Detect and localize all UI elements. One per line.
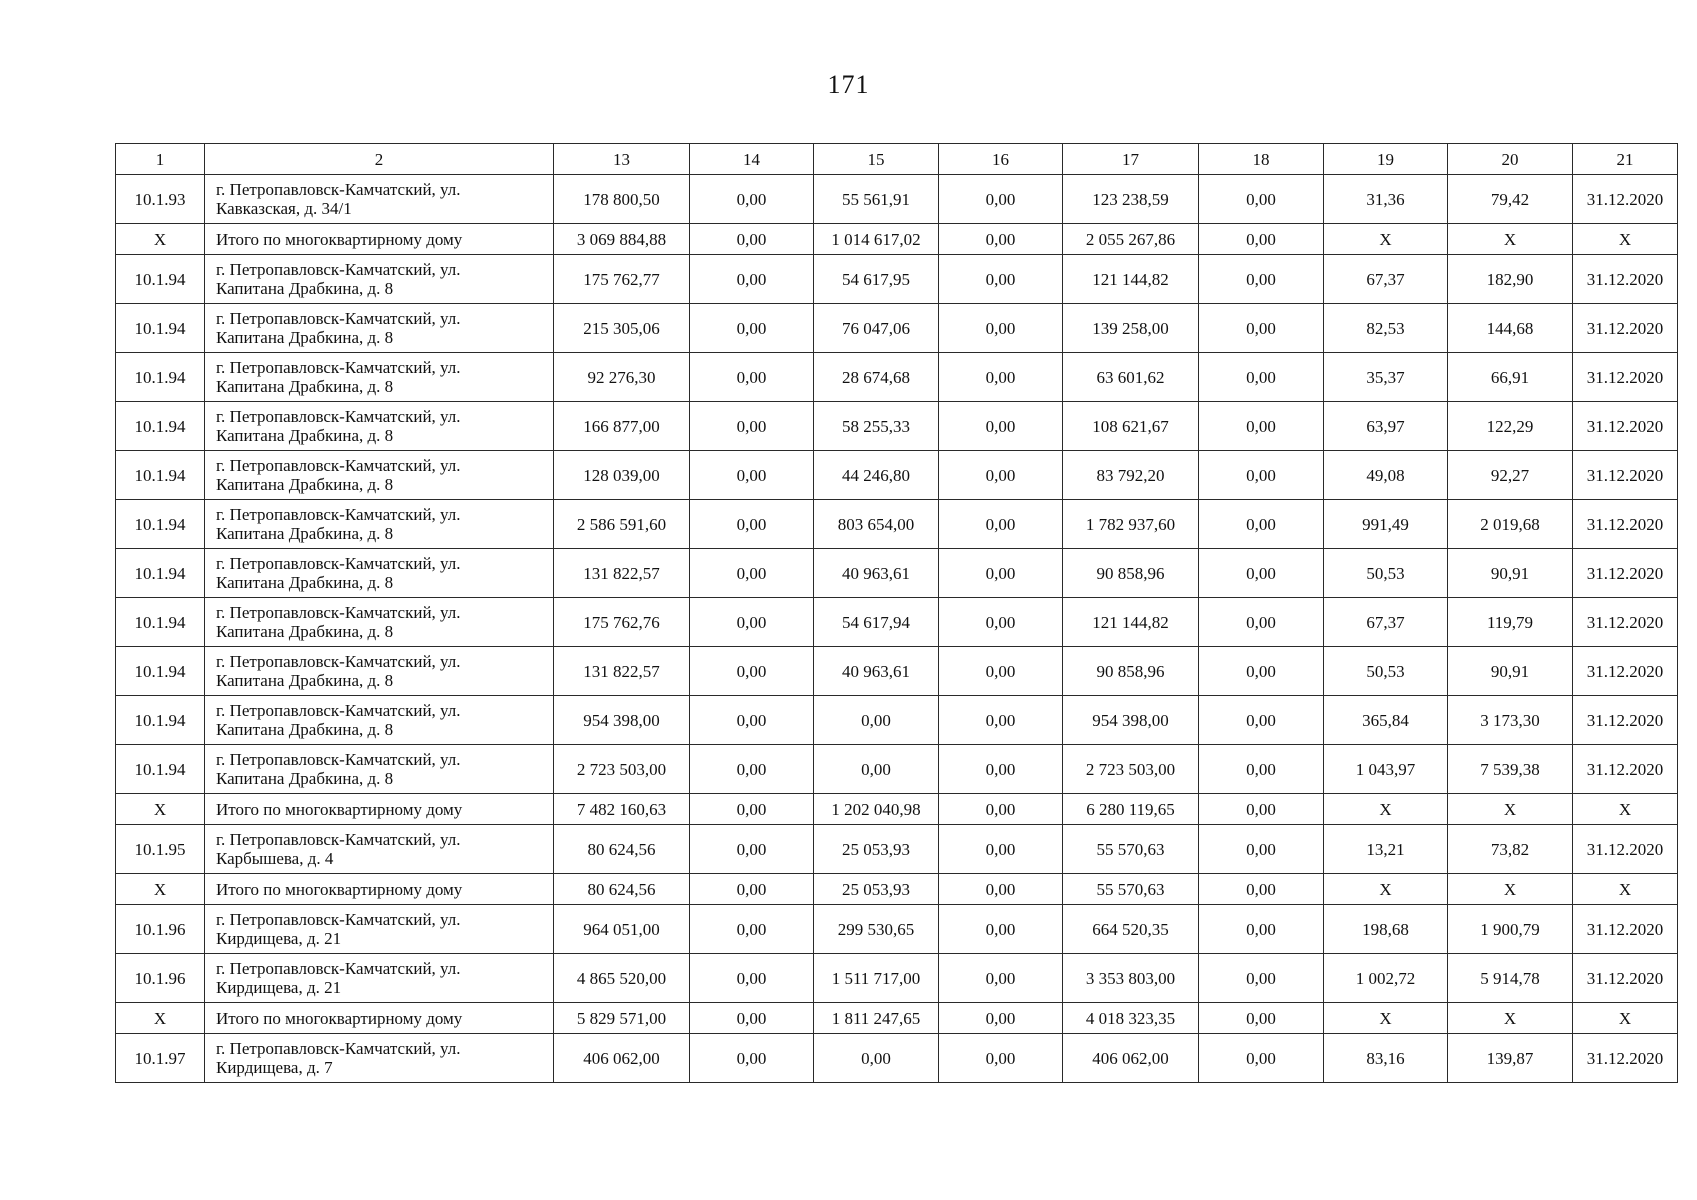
cell-col-18: 0,00: [1199, 402, 1324, 451]
cell-col-18: 0,00: [1199, 647, 1324, 696]
column-header-14: 14: [690, 144, 814, 175]
cell-col-19: 35,37: [1324, 353, 1448, 402]
address-line: г. Петропавловск-Камчатский, ул.: [216, 358, 461, 377]
cell-col-13: 964 051,00: [554, 905, 690, 954]
column-header-20: 20: [1448, 144, 1573, 175]
cell-col-1: 10.1.94: [116, 745, 205, 794]
cell-col-14: 0,00: [690, 549, 814, 598]
cell-col-21: X: [1573, 874, 1678, 905]
cell-col-1: 10.1.94: [116, 696, 205, 745]
cell-col-1: 10.1.94: [116, 500, 205, 549]
table-row: [116, 255, 1678, 304]
address-line: Итого по многоквартирному дому: [216, 229, 463, 249]
cell-col-14: 0,00: [690, 500, 814, 549]
cell-col-1: 10.1.94: [116, 549, 205, 598]
cell-col-21: 31.12.2020: [1573, 598, 1678, 647]
cell-col-1: 10.1.94: [116, 598, 205, 647]
cell-col-1: X: [116, 224, 205, 255]
cell-col-13: 166 877,00: [554, 402, 690, 451]
address-cell: [205, 451, 554, 500]
cell-col-14: 0,00: [690, 647, 814, 696]
address-line: Кирдищева, д. 21: [216, 978, 342, 997]
cell-col-16: 0,00: [939, 794, 1063, 825]
address-cell: [205, 745, 554, 794]
cell-col-15: 76 047,06: [814, 304, 939, 353]
cell-col-14: 0,00: [690, 954, 814, 1003]
cell-col-17: 63 601,62: [1063, 353, 1199, 402]
address-line: Капитана Драбкина, д. 8: [216, 622, 394, 641]
address-line: Капитана Драбкина, д. 8: [216, 377, 394, 396]
column-header-2: 2: [205, 144, 554, 175]
address-cell: [205, 353, 554, 402]
cell-col-13: 80 624,56: [554, 825, 690, 874]
address-line: Кирдищева, д. 7: [216, 1058, 333, 1077]
cell-col-13: 954 398,00: [554, 696, 690, 745]
address-cell: [205, 696, 554, 745]
cell-col-15: 40 963,61: [814, 549, 939, 598]
cell-col-13: 92 276,30: [554, 353, 690, 402]
cell-col-16: 0,00: [939, 175, 1063, 224]
cell-col-19: 49,08: [1324, 451, 1448, 500]
total-label-cell: [205, 224, 554, 255]
cell-col-20: 2 019,68: [1448, 500, 1573, 549]
cell-col-15: 299 530,65: [814, 905, 939, 954]
cell-col-16: 0,00: [939, 598, 1063, 647]
table-row: [116, 402, 1678, 451]
page-number: 171: [827, 70, 870, 99]
cell-col-1: 10.1.94: [116, 451, 205, 500]
cell-col-16: 0,00: [939, 500, 1063, 549]
cell-col-21: 31.12.2020: [1573, 954, 1678, 1003]
cell-col-18: 0,00: [1199, 598, 1324, 647]
cell-col-15: 0,00: [814, 696, 939, 745]
table-row: [116, 175, 1678, 224]
column-header-19: 19: [1324, 144, 1448, 175]
cell-col-21: 31.12.2020: [1573, 825, 1678, 874]
cell-col-14: 0,00: [690, 745, 814, 794]
cell-col-17: 90 858,96: [1063, 549, 1199, 598]
table-row: [116, 304, 1678, 353]
cell-col-19: X: [1324, 874, 1448, 905]
cell-col-13: 4 865 520,00: [554, 954, 690, 1003]
column-header-17: 17: [1063, 144, 1199, 175]
cell-col-17: 139 258,00: [1063, 304, 1199, 353]
cell-col-18: 0,00: [1199, 1003, 1324, 1034]
cell-col-19: 83,16: [1324, 1034, 1448, 1083]
cell-col-18: 0,00: [1199, 794, 1324, 825]
address-line: Капитана Драбкина, д. 8: [216, 671, 394, 690]
cell-col-16: 0,00: [939, 1034, 1063, 1083]
cell-col-19: 63,97: [1324, 402, 1448, 451]
cell-col-19: 365,84: [1324, 696, 1448, 745]
cell-col-21: 31.12.2020: [1573, 255, 1678, 304]
address-line: г. Петропавловск-Камчатский, ул.: [216, 505, 461, 524]
cell-col-18: 0,00: [1199, 1034, 1324, 1083]
cell-col-20: 119,79: [1448, 598, 1573, 647]
cell-col-15: 54 617,95: [814, 255, 939, 304]
cell-col-16: 0,00: [939, 905, 1063, 954]
address-cell: [205, 905, 554, 954]
cell-col-16: 0,00: [939, 874, 1063, 905]
cell-col-17: 664 520,35: [1063, 905, 1199, 954]
cell-col-19: 1 002,72: [1324, 954, 1448, 1003]
cell-col-21: 31.12.2020: [1573, 304, 1678, 353]
cell-col-20: X: [1448, 224, 1573, 255]
address-cell: [205, 598, 554, 647]
cell-col-21: X: [1573, 1003, 1678, 1034]
cell-col-17: 55 570,63: [1063, 825, 1199, 874]
total-label-cell: [205, 794, 554, 825]
cell-col-18: 0,00: [1199, 874, 1324, 905]
cell-col-17: 55 570,63: [1063, 874, 1199, 905]
data-table: [115, 143, 1678, 1083]
address-line: Капитана Драбкина, д. 8: [216, 279, 394, 298]
cell-col-13: 175 762,76: [554, 598, 690, 647]
cell-col-20: 79,42: [1448, 175, 1573, 224]
cell-col-15: 0,00: [814, 745, 939, 794]
cell-col-1: X: [116, 1003, 205, 1034]
cell-col-21: X: [1573, 794, 1678, 825]
cell-col-18: 0,00: [1199, 224, 1324, 255]
cell-col-20: 139,87: [1448, 1034, 1573, 1083]
cell-col-13: 3 069 884,88: [554, 224, 690, 255]
cell-col-14: 0,00: [690, 224, 814, 255]
total-label-cell: [205, 1003, 554, 1034]
cell-col-18: 0,00: [1199, 549, 1324, 598]
cell-col-18: 0,00: [1199, 905, 1324, 954]
cell-col-19: X: [1324, 224, 1448, 255]
cell-col-18: 0,00: [1199, 500, 1324, 549]
cell-col-21: 31.12.2020: [1573, 451, 1678, 500]
address-cell: [205, 549, 554, 598]
cell-col-1: 10.1.95: [116, 825, 205, 874]
address-line: г. Петропавловск-Камчатский, ул.: [216, 830, 461, 849]
address-line: Капитана Драбкина, д. 8: [216, 426, 394, 445]
cell-col-20: 122,29: [1448, 402, 1573, 451]
address-line: г. Петропавловск-Камчатский, ул.: [216, 910, 461, 929]
cell-col-14: 0,00: [690, 1003, 814, 1034]
cell-col-1: 10.1.96: [116, 905, 205, 954]
cell-col-15: 44 246,80: [814, 451, 939, 500]
address-line: Карбышева, д. 4: [216, 849, 334, 868]
cell-col-17: 2 055 267,86: [1063, 224, 1199, 255]
address-cell: [205, 954, 554, 1003]
cell-col-20: 7 539,38: [1448, 745, 1573, 794]
address-line: Итого по многоквартирному дому: [216, 799, 463, 819]
cell-col-20: 3 173,30: [1448, 696, 1573, 745]
cell-col-14: 0,00: [690, 402, 814, 451]
address-line: Кавказская, д. 34/1: [216, 199, 352, 218]
cell-col-20: X: [1448, 794, 1573, 825]
table-row: [116, 500, 1678, 549]
cell-col-13: 215 305,06: [554, 304, 690, 353]
cell-col-15: 0,00: [814, 1034, 939, 1083]
cell-col-17: 121 144,82: [1063, 255, 1199, 304]
address-cell: [205, 304, 554, 353]
cell-col-19: X: [1324, 794, 1448, 825]
cell-col-13: 5 829 571,00: [554, 1003, 690, 1034]
address-line: г. Петропавловск-Камчатский, ул.: [216, 407, 461, 426]
cell-col-15: 1 811 247,65: [814, 1003, 939, 1034]
cell-col-1: X: [116, 794, 205, 825]
cell-col-21: 31.12.2020: [1573, 1034, 1678, 1083]
cell-col-17: 406 062,00: [1063, 1034, 1199, 1083]
cell-col-19: X: [1324, 1003, 1448, 1034]
cell-col-13: 131 822,57: [554, 549, 690, 598]
cell-col-17: 954 398,00: [1063, 696, 1199, 745]
address-line: г. Петропавловск-Камчатский, ул.: [216, 701, 461, 720]
cell-col-16: 0,00: [939, 825, 1063, 874]
cell-col-20: X: [1448, 1003, 1573, 1034]
cell-col-18: 0,00: [1199, 304, 1324, 353]
cell-col-16: 0,00: [939, 549, 1063, 598]
cell-col-15: 54 617,94: [814, 598, 939, 647]
total-label-cell: [205, 874, 554, 905]
cell-col-1: 10.1.97: [116, 1034, 205, 1083]
address-line: г. Петропавловск-Камчатский, ул.: [216, 959, 461, 978]
table-body: [116, 175, 1678, 1083]
column-header-15: 15: [814, 144, 939, 175]
cell-col-20: 1 900,79: [1448, 905, 1573, 954]
cell-col-20: 66,91: [1448, 353, 1573, 402]
address-line: Капитана Драбкина, д. 8: [216, 328, 394, 347]
address-line: Капитана Драбкина, д. 8: [216, 475, 394, 494]
cell-col-14: 0,00: [690, 794, 814, 825]
table-row: [116, 825, 1678, 874]
cell-col-1: 10.1.94: [116, 304, 205, 353]
cell-col-18: 0,00: [1199, 175, 1324, 224]
address-cell: [205, 255, 554, 304]
table-row: [116, 549, 1678, 598]
cell-col-21: 31.12.2020: [1573, 905, 1678, 954]
cell-col-16: 0,00: [939, 696, 1063, 745]
cell-col-14: 0,00: [690, 598, 814, 647]
cell-col-21: 31.12.2020: [1573, 500, 1678, 549]
address-cell: [205, 825, 554, 874]
cell-col-1: 10.1.94: [116, 353, 205, 402]
cell-col-19: 198,68: [1324, 905, 1448, 954]
cell-col-16: 0,00: [939, 304, 1063, 353]
cell-col-21: 31.12.2020: [1573, 175, 1678, 224]
cell-col-1: 10.1.94: [116, 255, 205, 304]
cell-col-13: 406 062,00: [554, 1034, 690, 1083]
cell-col-15: 1 202 040,98: [814, 794, 939, 825]
cell-col-13: 131 822,57: [554, 647, 690, 696]
cell-col-16: 0,00: [939, 353, 1063, 402]
cell-col-16: 0,00: [939, 1003, 1063, 1034]
cell-col-20: 90,91: [1448, 647, 1573, 696]
cell-col-17: 83 792,20: [1063, 451, 1199, 500]
address-line: г. Петропавловск-Камчатский, ул.: [216, 652, 461, 671]
address-line: Капитана Драбкина, д. 8: [216, 720, 394, 739]
cell-col-14: 0,00: [690, 905, 814, 954]
address-line: г. Петропавловск-Камчатский, ул.: [216, 260, 461, 279]
cell-col-15: 55 561,91: [814, 175, 939, 224]
cell-col-19: 1 043,97: [1324, 745, 1448, 794]
address-cell: [205, 647, 554, 696]
cell-col-20: 73,82: [1448, 825, 1573, 874]
column-header-16: 16: [939, 144, 1063, 175]
cell-col-15: 803 654,00: [814, 500, 939, 549]
table-row: [116, 353, 1678, 402]
table-row-total: [116, 224, 1678, 255]
address-line: г. Петропавловск-Камчатский, ул.: [216, 1039, 461, 1058]
table-row: [116, 1034, 1678, 1083]
address-line: г. Петропавловск-Камчатский, ул.: [216, 554, 461, 573]
cell-col-17: 3 353 803,00: [1063, 954, 1199, 1003]
cell-col-16: 0,00: [939, 255, 1063, 304]
cell-col-13: 80 624,56: [554, 874, 690, 905]
cell-col-16: 0,00: [939, 647, 1063, 696]
table-row-total: [116, 874, 1678, 905]
column-header-13: 13: [554, 144, 690, 175]
cell-col-13: 175 762,77: [554, 255, 690, 304]
address-line: Итого по многоквартирному дому: [216, 1008, 463, 1028]
column-header-1: 1: [116, 144, 205, 175]
address-cell: [205, 402, 554, 451]
address-line: Итого по многоквартирному дому: [216, 879, 463, 899]
cell-col-20: X: [1448, 874, 1573, 905]
cell-col-14: 0,00: [690, 1034, 814, 1083]
cell-col-15: 25 053,93: [814, 874, 939, 905]
cell-col-20: 90,91: [1448, 549, 1573, 598]
cell-col-14: 0,00: [690, 696, 814, 745]
cell-col-13: 2 586 591,60: [554, 500, 690, 549]
cell-col-1: X: [116, 874, 205, 905]
cell-col-14: 0,00: [690, 825, 814, 874]
cell-col-1: 10.1.94: [116, 647, 205, 696]
cell-col-19: 50,53: [1324, 647, 1448, 696]
address-line: г. Петропавловск-Камчатский, ул.: [216, 309, 461, 328]
cell-col-18: 0,00: [1199, 353, 1324, 402]
cell-col-20: 144,68: [1448, 304, 1573, 353]
cell-col-21: 31.12.2020: [1573, 696, 1678, 745]
cell-col-14: 0,00: [690, 451, 814, 500]
cell-col-17: 108 621,67: [1063, 402, 1199, 451]
table-row: [116, 451, 1678, 500]
address-cell: [205, 500, 554, 549]
cell-col-17: 1 782 937,60: [1063, 500, 1199, 549]
cell-col-1: 10.1.94: [116, 402, 205, 451]
table-row: [116, 954, 1678, 1003]
cell-col-15: 1 511 717,00: [814, 954, 939, 1003]
cell-col-20: 92,27: [1448, 451, 1573, 500]
cell-col-19: 67,37: [1324, 598, 1448, 647]
table-row: [116, 905, 1678, 954]
cell-col-15: 40 963,61: [814, 647, 939, 696]
table-row: [116, 745, 1678, 794]
cell-col-21: 31.12.2020: [1573, 353, 1678, 402]
cell-col-19: 82,53: [1324, 304, 1448, 353]
cell-col-21: 31.12.2020: [1573, 745, 1678, 794]
address-line: г. Петропавловск-Камчатский, ул.: [216, 750, 461, 769]
cell-col-14: 0,00: [690, 874, 814, 905]
table-row: [116, 598, 1678, 647]
cell-col-1: 10.1.93: [116, 175, 205, 224]
cell-col-17: 6 280 119,65: [1063, 794, 1199, 825]
cell-col-18: 0,00: [1199, 745, 1324, 794]
cell-col-15: 58 255,33: [814, 402, 939, 451]
cell-col-17: 4 018 323,35: [1063, 1003, 1199, 1034]
cell-col-21: 31.12.2020: [1573, 402, 1678, 451]
address-line: г. Петропавловск-Камчатский, ул.: [216, 180, 461, 199]
address-line: Капитана Драбкина, д. 8: [216, 524, 394, 543]
cell-col-13: 178 800,50: [554, 175, 690, 224]
cell-col-19: 991,49: [1324, 500, 1448, 549]
cell-col-14: 0,00: [690, 255, 814, 304]
cell-col-19: 67,37: [1324, 255, 1448, 304]
column-header-18: 18: [1199, 144, 1324, 175]
cell-col-15: 25 053,93: [814, 825, 939, 874]
cell-col-18: 0,00: [1199, 696, 1324, 745]
cell-col-17: 121 144,82: [1063, 598, 1199, 647]
column-header-21: 21: [1573, 144, 1678, 175]
cell-col-16: 0,00: [939, 954, 1063, 1003]
address-line: г. Петропавловск-Камчатский, ул.: [216, 456, 461, 475]
cell-col-17: 90 858,96: [1063, 647, 1199, 696]
table-row-total: [116, 1003, 1678, 1034]
address-cell: [205, 1034, 554, 1083]
cell-col-20: 182,90: [1448, 255, 1573, 304]
cell-col-15: 28 674,68: [814, 353, 939, 402]
address-line: Кирдищева, д. 21: [216, 929, 342, 948]
address-line: Капитана Драбкина, д. 8: [216, 769, 394, 788]
cell-col-19: 50,53: [1324, 549, 1448, 598]
cell-col-14: 0,00: [690, 175, 814, 224]
cell-col-17: 123 238,59: [1063, 175, 1199, 224]
address-line: Капитана Драбкина, д. 8: [216, 573, 394, 592]
cell-col-18: 0,00: [1199, 451, 1324, 500]
cell-col-14: 0,00: [690, 304, 814, 353]
address-cell: [205, 175, 554, 224]
cell-col-21: 31.12.2020: [1573, 549, 1678, 598]
cell-col-16: 0,00: [939, 451, 1063, 500]
address-line: г. Петропавловск-Камчатский, ул.: [216, 603, 461, 622]
cell-col-16: 0,00: [939, 224, 1063, 255]
cell-col-18: 0,00: [1199, 954, 1324, 1003]
cell-col-1: 10.1.96: [116, 954, 205, 1003]
cell-col-16: 0,00: [939, 745, 1063, 794]
cell-col-17: 2 723 503,00: [1063, 745, 1199, 794]
cell-col-15: 1 014 617,02: [814, 224, 939, 255]
cell-col-13: 7 482 160,63: [554, 794, 690, 825]
cell-col-13: 2 723 503,00: [554, 745, 690, 794]
cell-col-21: X: [1573, 224, 1678, 255]
cell-col-14: 0,00: [690, 353, 814, 402]
cell-col-18: 0,00: [1199, 825, 1324, 874]
table-row: [116, 647, 1678, 696]
cell-col-19: 13,21: [1324, 825, 1448, 874]
cell-col-18: 0,00: [1199, 255, 1324, 304]
cell-col-20: 5 914,78: [1448, 954, 1573, 1003]
cell-col-13: 128 039,00: [554, 451, 690, 500]
cell-col-16: 0,00: [939, 402, 1063, 451]
cell-col-21: 31.12.2020: [1573, 647, 1678, 696]
table-row-total: [116, 794, 1678, 825]
table-row: [116, 696, 1678, 745]
cell-col-19: 31,36: [1324, 175, 1448, 224]
table-header-row: [116, 144, 1678, 175]
